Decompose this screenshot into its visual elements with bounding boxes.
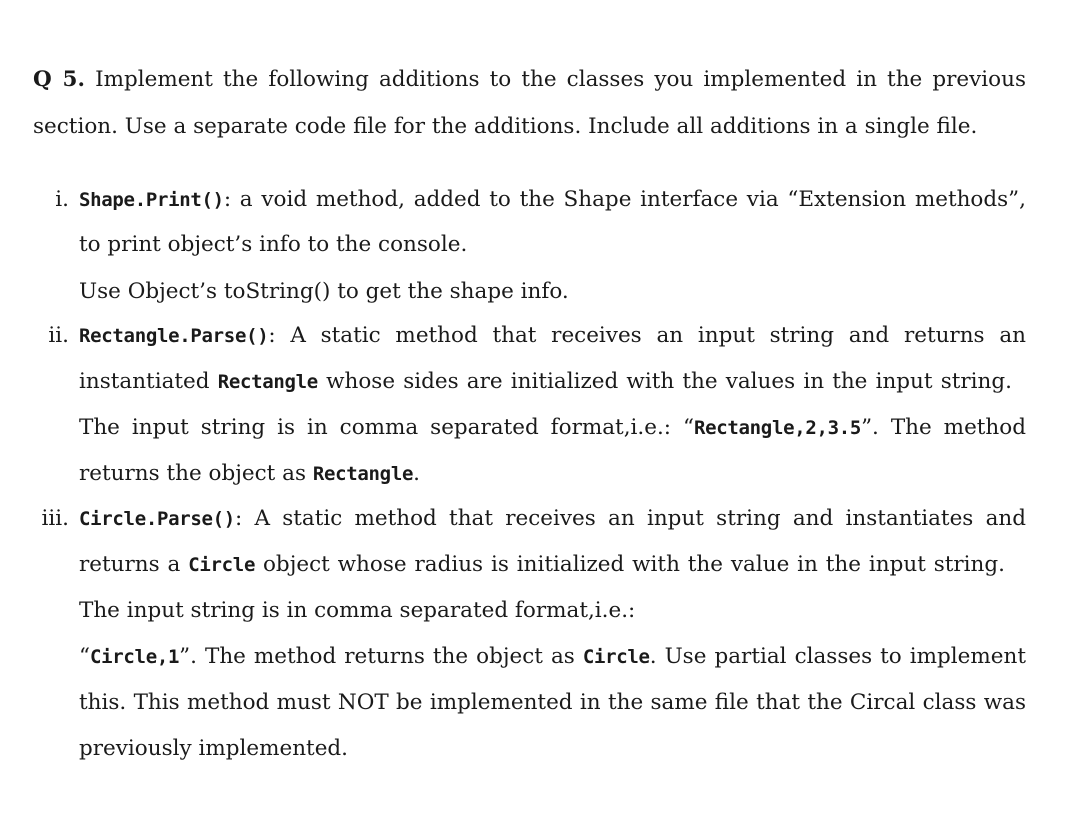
item-iii-line-4-code-2: Circle [582, 646, 650, 668]
item-iii-line-2-pre: returns a [79, 552, 181, 577]
item-ii-line-3 [79, 417, 1026, 439]
item-ii-line-1 [79, 325, 1026, 347]
item-iii-line-6-text: previously implemented. [79, 736, 349, 761]
item-i-line-3 [79, 281, 569, 303]
item-iii-line-4 [79, 646, 1026, 668]
item-ii-line-3-post: ”. The method [861, 415, 1026, 440]
item-ii-line-4 [79, 463, 420, 485]
item-i-number: i. [55, 187, 69, 212]
item-ii-line-2 [79, 371, 1012, 393]
item-iii-line-5 [79, 692, 1026, 714]
item-ii-line-3-pre: The input string is in comma separated format,i.e.: “ [79, 415, 694, 440]
item-iii-number: iii. [41, 506, 69, 531]
item-ii-code-name: Rectangle.Parse() [79, 325, 269, 347]
item-ii-line-1-text: : A static method that receives an input string and returns an [268, 323, 1026, 348]
item-iii-line-1 [79, 508, 1026, 530]
item-iii-line-3-text: The input string is in comma separated format,i.e.: [79, 598, 636, 623]
item-ii-line-4-pre: returns the object as [79, 461, 306, 486]
item-iii-line-4-code: Circle,1 [90, 646, 180, 668]
item-iii-line-3 [79, 600, 635, 622]
item-iii-line-1-text: : A static method that receives an input string and instantiates and [234, 506, 1026, 531]
item-ii-line-2-pre: instantiated [79, 369, 210, 394]
question-label: Q 5. [33, 67, 85, 92]
item-iii-line-2 [79, 554, 1005, 576]
item-i-line-1 [79, 189, 1026, 211]
item-iii-line-2-post: object whose radius is initialized with the value in the input string. [262, 552, 1005, 577]
item-iii-line-6 [79, 738, 348, 760]
item-iii-line-2-code: Circle [188, 554, 256, 576]
item-i-line-2-text: to print object’s info to the console. [79, 232, 468, 257]
item-ii-line-3-code: Rectangle,2,3.5 [693, 417, 862, 439]
item-iii-line-5-text: this. This method must NOT be implemented in the same file that the Circal class was [79, 690, 1026, 715]
question-intro-text-2: section. Use a separate code file for the additions. Include all additions in a single file. [33, 114, 978, 139]
item-iii-line-4-mid: ”. The method returns the object as [179, 644, 575, 669]
item-i-line-3-text: Use Object’s toString() to get the shape info. [79, 279, 569, 304]
item-i-line-2 [79, 234, 467, 256]
item-i-line-1-text: : a void method, added to the Shape interface via “Extension methods”, [223, 187, 1026, 212]
item-iii-code-name: Circle.Parse() [79, 508, 235, 530]
item-ii-line-2-post: whose sides are initialized with the values in the input string. [326, 369, 1012, 394]
item-ii-line-2-code: Rectangle [217, 371, 318, 393]
item-ii-line-4-code: Rectangle [312, 463, 414, 485]
question-intro-line-2 [33, 116, 977, 138]
item-iii-line-4-post: . Use partial classes to implement [649, 644, 1026, 669]
item-i-code-name: Shape.Print() [79, 189, 224, 211]
item-iii-line-4-open: “ [79, 644, 90, 669]
question-intro-line-1 [33, 69, 1026, 91]
item-ii-number: ii. [48, 323, 69, 348]
question-intro-text-1: Implement the following additions to the classes you implemented in the previous [95, 67, 1026, 92]
item-ii-line-4-post: . [413, 461, 420, 486]
